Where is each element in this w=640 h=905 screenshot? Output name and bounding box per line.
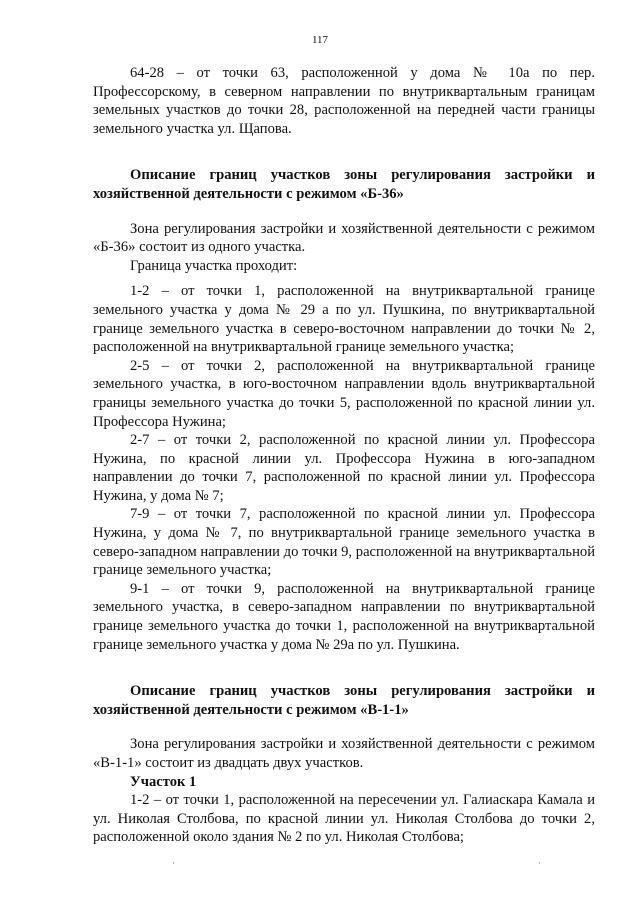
paragraph-64-28: 64-28 – от точки 63, расположенной у дома № 10а по пер. Профессорскому, в северном направлении по внутриквартальным границам земельных участков до точки 28, расположенной на передней части границы земельного участка ул. Щапова. (93, 65, 595, 137)
boundary-item: 7-9 – от точки 7, расположенной по красной линии ул. Профессора Нужина, у дома № 7, по внутриквартальной границе земельного участка в северо-западном направлении до точки 9, расположенной на внутриквартальной границе земельного участка; (93, 506, 595, 579)
section-intro-b36: Зона регулирования застройки и хозяйственной деятельности с режимом «Б-36» состоит из одного участка. (93, 220, 595, 256)
subheading-plot-1: Участок 1 (130, 773, 197, 790)
boundary-item: 9-1 – от точки 9, расположенной на внутриквартальной границе земельного участка, в северо-западном направлении по внутриквартальной границе земельного участка до точки 1, расположенной на внутриквартальной границе земельного участка у дома № 29а по ул. Пушкина. (93, 580, 595, 653)
section-heading-b36: Описание границ участков зоны регулирования застройки и хозяйственной деятельности с режимом «Б-36» (93, 167, 595, 202)
document-body (93, 64, 595, 847)
boundary-item: 1-2 – от точки 1, расположенной на внутриквартальной границе земельного участка у дома № 29 а по ул. Пушкина, по внутриквартальной границе земельного участка в северо-восточном направлении до точки № 2, расположенной на внутриквартальной границе земельного участка; (93, 283, 595, 356)
boundary-item: 1-2 – от точки 1, расположенной на пересечении ул. Галиаскара Камала и ул. Николая Столбова, по красной линии ул. Николая Столбова до точки 2, расположенной около здания № 2 по ул. Николая Столбова; (93, 792, 595, 846)
page-number: 117 (311, 34, 329, 46)
section-intro-v11: Зона регулирования застройки и хозяйственной деятельности с режимом «В-1-1» состоит из двадцать двух участков. (93, 736, 595, 771)
scan-mark: · (172, 858, 175, 868)
section-heading-v11: Описание границ участков зоны регулирования застройки и хозяйственной деятельности с режимом «В-1-1» (93, 683, 595, 718)
boundary-label: Граница участка проходит: (130, 257, 298, 274)
boundary-item: 2-5 – от точки 2, расположенной на внутриквартальной границе земельного участка, в юго-восточном направлении вдоль внутриквартальной границы земельного участка до точки 5, расположенной по красной линии ул. Профессора Нужина; (93, 357, 595, 430)
boundary-item: 2-7 – от точки 2, расположенной по красной линии ул. Профессора Нужина, по красной линии ул. Профессора Нужина в юго-западном направлении до точки 7, расположенной по красной линии ул. Профессора Нужина, у дома № 7; (93, 432, 595, 504)
scan-mark: · (538, 858, 541, 868)
